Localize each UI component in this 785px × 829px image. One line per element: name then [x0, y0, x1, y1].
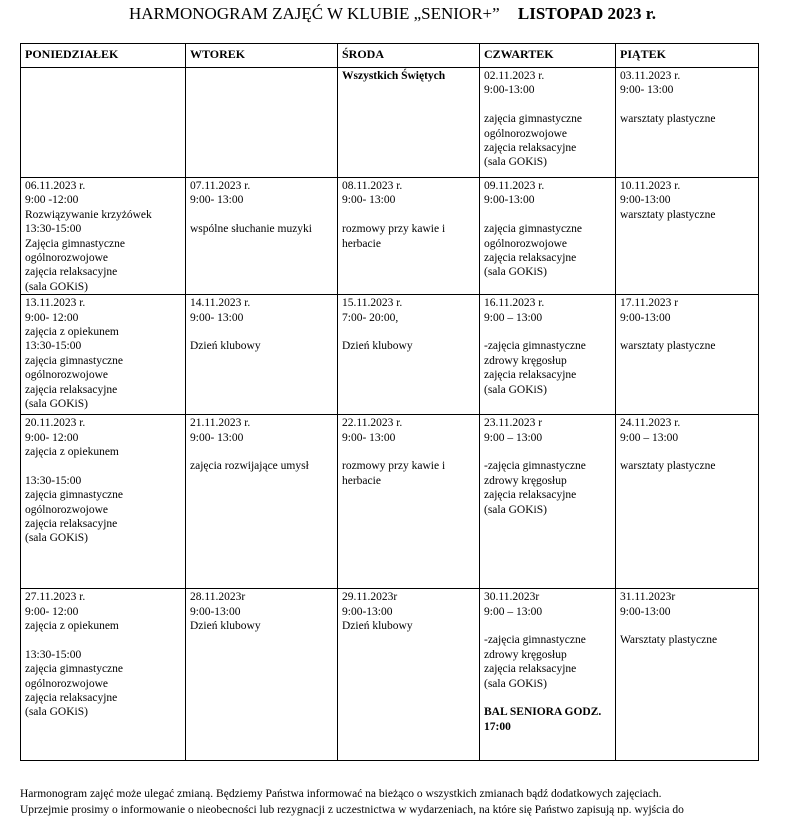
- cell-line: 9:00-13:00: [620, 194, 671, 207]
- cell-line: zajęcia relaksacyjne: [484, 663, 577, 676]
- cell-line: (sala GOKiS): [484, 383, 547, 396]
- cell-line: [342, 325, 475, 339]
- cell-line: zajęcia gimnastyczne: [484, 113, 583, 126]
- day-cell-thursday: [480, 415, 616, 589]
- cell-line: ogólnorozwojowe: [25, 252, 109, 265]
- cell-line: BAL SENIORA GODZ.: [484, 706, 602, 719]
- day-cell-thursday: [480, 589, 616, 761]
- cell-line: zajęcia z opiekunem: [25, 446, 119, 459]
- cell-line: 9:00- 13:00: [190, 311, 244, 324]
- cell-line: 13:30-15:00: [25, 474, 82, 487]
- cell-line: 14.11.2023 r.: [190, 297, 251, 310]
- cell-line: 10.11.2023 r.: [620, 180, 681, 192]
- cell-line: ogólnorozwojowe: [25, 503, 109, 516]
- cell-line: zajęcia gimnastyczne: [484, 223, 583, 236]
- cell-line: Dzień klubowy: [190, 620, 261, 633]
- cell-line: [484, 619, 611, 633]
- cell-line: 9:00 – 13:00: [484, 431, 543, 444]
- cell-line: 9:00-13:00: [620, 311, 671, 324]
- cell-line: Zajęcia gimnastyczne: [25, 237, 125, 250]
- cell-line: zajęcia relaksacyjne: [25, 266, 118, 279]
- cell-line: 9:00- 12:00: [25, 605, 79, 618]
- cell-line: 9:00-13:00: [342, 605, 393, 618]
- day-cell-monday: [21, 295, 186, 415]
- cell-line: 9:00- 13:00: [342, 194, 396, 207]
- header-row: [21, 44, 759, 68]
- cell-line: 9:00- 12:00: [25, 431, 79, 444]
- cell-line: ogólnorozwojowe: [25, 369, 109, 382]
- cell-line: [484, 208, 611, 222]
- cell-line: zajęcia relaksacyjne: [25, 692, 118, 705]
- cell-line: Wszystkich Świętych: [342, 70, 446, 82]
- cell-line: 23.11.2023 r: [484, 417, 543, 430]
- cell-line: Dzień klubowy: [342, 340, 413, 353]
- cell-line: 9:00- 13:00: [190, 194, 244, 207]
- cell-line: [620, 619, 754, 633]
- cell-line: 15.11.2023 r.: [342, 297, 403, 310]
- day-cell-tuesday: [186, 295, 338, 415]
- cell-line: 16.11.2023 r.: [484, 297, 545, 310]
- day-cell-wednesday: [338, 178, 480, 295]
- cell-line: [342, 445, 475, 459]
- cell-line: [25, 633, 181, 647]
- week-row: [21, 589, 759, 761]
- cell-line: 07.11.2023 r.: [190, 180, 251, 192]
- cell-line: 9:00 -12:00: [25, 194, 79, 207]
- week-row: [21, 68, 759, 178]
- footer-line-2: Uprzejmie prosimy o informowanie o nieobecności lub rezygnacji z uczestnictwa w wydarzeniach, na które się Państwo zapisują np. wyjścia do: [20, 804, 684, 816]
- day-cell-thursday: [480, 68, 616, 178]
- title-month: LISTOPAD 2023 r.: [517, 4, 656, 23]
- day-cell-friday: [616, 68, 759, 178]
- cell-line: zajęcia relaksacyjne: [484, 252, 577, 265]
- cell-line: zajęcia relaksacyjne: [484, 489, 577, 502]
- cell-line: 9:00- 13:00: [620, 84, 674, 97]
- cell-line: 13:30-15:00: [25, 340, 82, 353]
- cell-line: zajęcia gimnastyczne: [25, 489, 124, 502]
- cell-line: wspólne słuchanie muzyki: [190, 223, 313, 236]
- cell-line: 27.11.2023 r.: [25, 591, 86, 604]
- cell-line: 17.11.2023 r: [620, 297, 679, 310]
- footer-line-1: Harmonogram zajęć może ulegać zmianą. Będziemy Państwa informować na bieżąco o wszystkich zmianach bądź dodatkowych zajęciach.: [20, 788, 662, 800]
- day-cell-wednesday: [338, 589, 480, 761]
- cell-line: 08.11.2023 r.: [342, 180, 403, 192]
- day-cell-thursday: [480, 295, 616, 415]
- cell-line: [484, 445, 611, 459]
- header-thursday: CZWARTEK: [480, 44, 616, 68]
- cell-line: [620, 325, 754, 339]
- day-cell-friday: [616, 415, 759, 589]
- cell-line: ogólnorozwojowe: [484, 237, 568, 250]
- day-cell-wednesday: [338, 295, 480, 415]
- cell-line: [484, 98, 611, 112]
- cell-line: (sala GOKiS): [484, 503, 547, 516]
- cell-line: 9:00-13:00: [190, 605, 241, 618]
- day-cell-tuesday: [186, 415, 338, 589]
- cell-line: zajęcia relaksacyjne: [484, 369, 577, 382]
- cell-line: 20.11.2023 r.: [25, 417, 86, 430]
- cell-line: 17:00: [484, 720, 511, 733]
- document-title: [0, 4, 785, 24]
- cell-line: (sala GOKiS): [25, 706, 88, 719]
- cell-line: 9:00 – 13:00: [484, 605, 543, 618]
- cell-line: Warsztaty plastyczne: [620, 634, 718, 647]
- title-main: HARMONOGRAM ZAJĘĆ W KLUBIE „SENIOR+”: [129, 4, 500, 23]
- cell-line: 9:00 – 13:00: [620, 431, 679, 444]
- cell-line: zajęcia relaksacyjne: [25, 518, 118, 531]
- cell-line: (sala GOKiS): [484, 677, 547, 690]
- cell-line: 30.11.2023r: [484, 591, 540, 604]
- cell-line: Dzień klubowy: [190, 340, 261, 353]
- week-row: [21, 178, 759, 295]
- day-cell-monday: [21, 415, 186, 589]
- cell-line: [620, 445, 754, 459]
- cell-line: 9:00-13:00: [484, 84, 535, 97]
- day-cell-wednesday: [338, 415, 480, 589]
- day-cell-monday: [21, 68, 186, 178]
- cell-line: zajęcia z opiekunem: [25, 620, 119, 633]
- header-monday: PONIEDZIAŁEK: [21, 44, 186, 68]
- cell-line: 9:00 – 13:00: [484, 311, 543, 324]
- cell-line: zajęcia gimnastyczne: [25, 663, 124, 676]
- cell-line: [190, 445, 333, 459]
- cell-line: (sala GOKiS): [484, 156, 547, 169]
- cell-line: 9:00- 12:00: [25, 311, 79, 324]
- cell-line: zajęcia relaksacyjne: [484, 142, 577, 155]
- day-cell-friday: [616, 589, 759, 761]
- day-cell-tuesday: [186, 68, 338, 178]
- day-cell-friday: [616, 178, 759, 295]
- cell-line: (sala GOKiS): [25, 398, 88, 411]
- cell-line: -zajęcia gimnastyczne: [484, 460, 586, 473]
- cell-line: [342, 208, 475, 222]
- cell-line: warsztaty plastyczne: [620, 460, 716, 473]
- cell-line: 22.11.2023 r.: [342, 417, 403, 430]
- schedule-table: [20, 43, 759, 761]
- cell-line: 29.11.2023r: [342, 591, 398, 604]
- day-cell-wednesday: [338, 68, 480, 178]
- cell-line: [190, 208, 333, 222]
- cell-line: 03.11.2023 r.: [620, 70, 681, 82]
- day-cell-tuesday: [186, 178, 338, 295]
- cell-line: [484, 691, 611, 705]
- cell-line: Rozwiązywanie krzyżówek: [25, 208, 152, 221]
- cell-line: -zajęcia gimnastyczne: [484, 634, 586, 647]
- footer-note: [20, 786, 770, 818]
- cell-line: ogólnorozwojowe: [484, 127, 568, 140]
- header-wednesday: ŚRODA: [338, 44, 480, 68]
- cell-line: 31.11.2023r: [620, 591, 676, 604]
- day-cell-friday: [616, 295, 759, 415]
- cell-line: [25, 459, 181, 473]
- cell-line: rozmowy przy kawie i: [342, 223, 446, 236]
- cell-line: rozmowy przy kawie i: [342, 460, 446, 473]
- cell-line: 9:00- 13:00: [342, 431, 396, 444]
- cell-line: [620, 98, 754, 112]
- week-row: [21, 295, 759, 415]
- cell-line: zajęcia gimnastyczne: [25, 354, 124, 367]
- cell-line: 09.11.2023 r.: [484, 180, 545, 192]
- cell-line: 13.11.2023 r.: [25, 297, 86, 310]
- cell-line: 24.11.2023 r.: [620, 417, 681, 430]
- cell-line: 13:30-15:00: [25, 223, 82, 236]
- cell-line: -zajęcia gimnastyczne: [484, 340, 586, 353]
- cell-line: 9:00-13:00: [484, 194, 535, 207]
- day-cell-tuesday: [186, 589, 338, 761]
- day-cell-monday: [21, 589, 186, 761]
- cell-line: 9:00-13:00: [620, 605, 671, 618]
- cell-line: 9:00- 13:00: [190, 431, 244, 444]
- cell-line: (sala GOKiS): [25, 280, 88, 293]
- cell-line: 13:30-15:00: [25, 648, 82, 661]
- cell-line: zajęcia relaksacyjne: [25, 383, 118, 396]
- cell-line: 28.11.2023r: [190, 591, 246, 604]
- cell-line: zajęcia rozwijające umysł: [190, 460, 309, 473]
- cell-line: [190, 325, 333, 339]
- cell-line: 06.11.2023 r.: [25, 180, 86, 192]
- cell-line: warsztaty plastyczne: [620, 340, 716, 353]
- cell-line: 02.11.2023 r.: [484, 70, 545, 82]
- week-row: [21, 415, 759, 589]
- cell-line: (sala GOKiS): [25, 532, 88, 545]
- cell-line: 21.11.2023 r.: [190, 417, 251, 430]
- cell-line: 7:00- 20:00,: [342, 311, 399, 324]
- cell-line: [484, 325, 611, 339]
- header-friday: PIĄTEK: [616, 44, 759, 68]
- header-tuesday: WTOREK: [186, 44, 338, 68]
- cell-line: herbacie: [342, 237, 381, 250]
- cell-line: warsztaty plastyczne: [620, 208, 716, 221]
- cell-line: Dzień klubowy: [342, 620, 413, 633]
- schedule-body: [21, 68, 759, 761]
- day-cell-monday: [21, 178, 186, 295]
- cell-line: ogólnorozwojowe: [25, 677, 109, 690]
- cell-line: zajęcia z opiekunem: [25, 326, 119, 339]
- cell-line: warsztaty plastyczne: [620, 113, 716, 126]
- cell-line: zdrowy kręgosłup: [484, 648, 567, 661]
- cell-line: zdrowy kręgosłup: [484, 354, 567, 367]
- cell-line: (sala GOKiS): [484, 266, 547, 279]
- cell-line: herbacie: [342, 474, 381, 487]
- day-cell-thursday: [480, 178, 616, 295]
- cell-line: zdrowy kręgosłup: [484, 474, 567, 487]
